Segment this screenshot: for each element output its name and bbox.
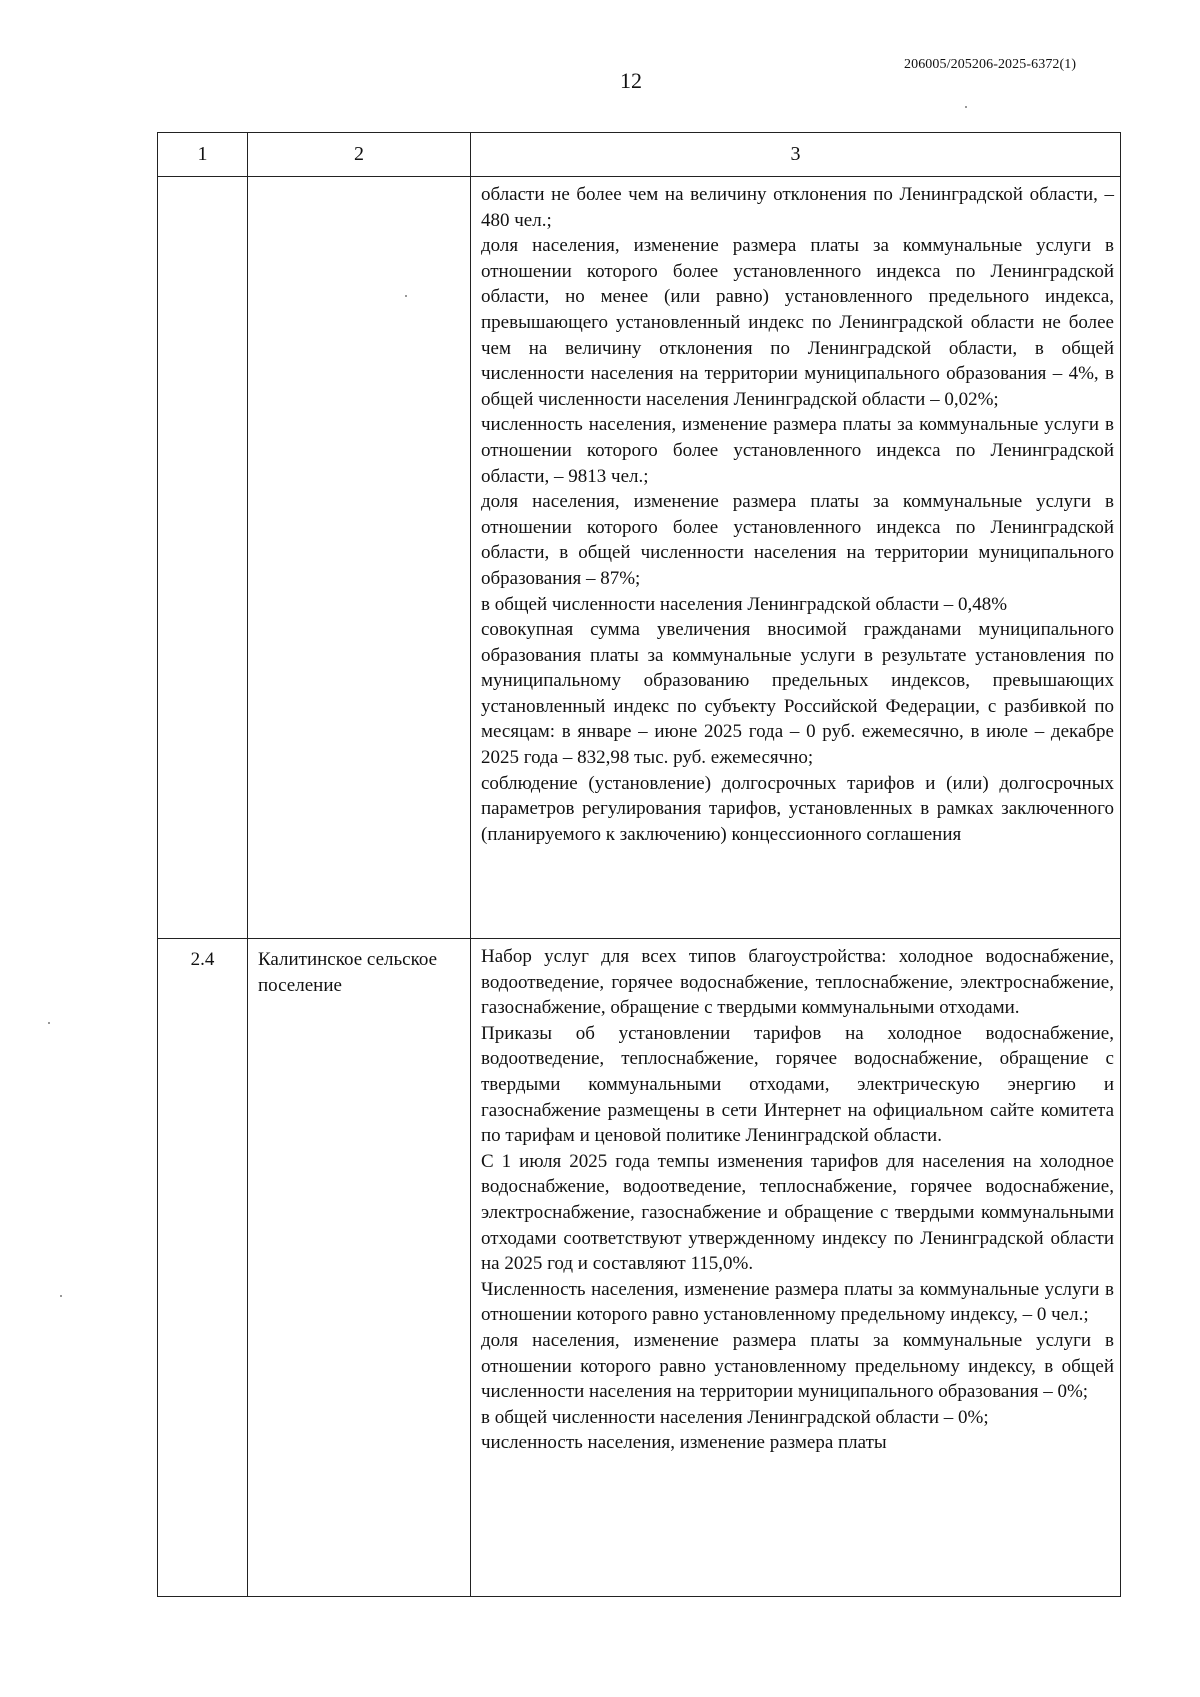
paragraph: в общей численности населения Ленинградской области – 0%; xyxy=(481,1406,989,1428)
table-row xyxy=(158,939,1121,1597)
paragraph: в общей численности населения Ленинградской области – 0,48% xyxy=(481,593,1008,615)
description-cell xyxy=(471,939,1121,1597)
paragraph: доля населения, изменение размера платы за коммунальные услуги в отношении которого более установленного индекса по Ленинградской области, в общей численности населения на территории муниципального образования – 87%; xyxy=(481,491,1114,589)
table-header-row xyxy=(158,133,1121,177)
scan-speck xyxy=(965,106,967,108)
paragraph: доля населения, изменение размера платы за коммунальные услуги в отношении которого более установленного индекса по Ленинградской области, но менее (или равно) установленного предельного индекса, превышающего установленный индекс по Ленинградской области не более чем на величину отклонения по Ленинградской области, в общей численности населения на территории муниципального образования – 4%, в общей численности населения Ленинградской области – 0,02%; xyxy=(481,235,1114,410)
scan-speck xyxy=(60,1295,62,1297)
row-number: 2.4 xyxy=(158,939,248,1597)
table-row xyxy=(158,177,1121,939)
description-cell xyxy=(471,177,1121,939)
column-header-1: 1 xyxy=(158,133,248,177)
paragraph: области не более чем на величину отклонения по Ленинградской области, – 480 чел.; xyxy=(481,184,1114,231)
paragraph: соблюдение (установление) долгосрочных тарифов и (или) долгосрочных параметров регулирования тарифов, установленных в рамках заключенного (планируемого к заключению) концессионного соглашения xyxy=(481,772,1114,845)
scan-speck xyxy=(48,1022,50,1024)
municipality-name: Калитинское сельское поселение xyxy=(248,939,471,1597)
paragraph: Численность населения, изменение размера платы за коммунальные услуги в отношении которого равно установленному предельному индексу, – 0 чел.; xyxy=(481,1278,1114,1326)
municipality-name xyxy=(248,177,471,939)
paragraph: совокупная сумма увеличения вносимой гражданами муниципального образования платы за коммунальные услуги в результате установления по муниципальному образованию предельных индексов, превышающих установленный индекс по субъекту Российской Федерации, с разбивкой по месяцам: в январе – июне 2025 года – 0 руб. ежемесячно, в июле – декабре 2025 года – 832,98 тыс. руб. ежемесячно; xyxy=(481,619,1114,769)
tariff-table xyxy=(157,132,1121,1597)
document-reference: 206005/205206-2025-6372(1) xyxy=(904,57,1077,72)
paragraph: доля населения, изменение размера платы за коммунальные услуги в отношении которого равно установленному предельному индексу, в общей численности населения на территории муниципального образования – 0%; xyxy=(481,1329,1114,1403)
paragraph: С 1 июля 2025 года темпы изменения тарифов для населения на холодное водоснабжение, водоотведение, теплоснабжение, горячее водоснабжение, электроснабжение, газоснабжение и обращение с твердыми коммунальными отходами соответствуют утвержденному индексу по Ленинградской области на 2025 год и составляют 115,0%. xyxy=(481,1150,1114,1275)
row-number xyxy=(158,177,248,939)
paragraph: Набор услуг для всех типов благоустройства: холодное водоснабжение, водоотведение, горячее водоснабжение, теплоснабжение, электроснабжение, газоснабжение, обращение с твердыми коммунальными отходами. xyxy=(481,946,1114,1019)
page-number: 12 xyxy=(620,68,642,93)
paragraph: численность населения, изменение размера платы xyxy=(481,1432,887,1454)
column-header-3: 3 xyxy=(471,133,1121,177)
column-header-2: 2 xyxy=(248,133,471,177)
paragraph: Приказы об установлении тарифов на холодное водоснабжение, водоотведение, теплоснабжение, горячее водоснабжение, обращение с твердыми коммунальными отходами, электрическую энергию и газоснабжение размещены в сети Интернет на официальном сайте комитета по тарифам и ценовой политике Ленинградской области. xyxy=(481,1022,1114,1147)
paragraph: численность населения, изменение размера платы за коммунальные услуги в отношении которого более установленного индекса по Ленинградской области, – 9813 чел.; xyxy=(481,414,1114,487)
